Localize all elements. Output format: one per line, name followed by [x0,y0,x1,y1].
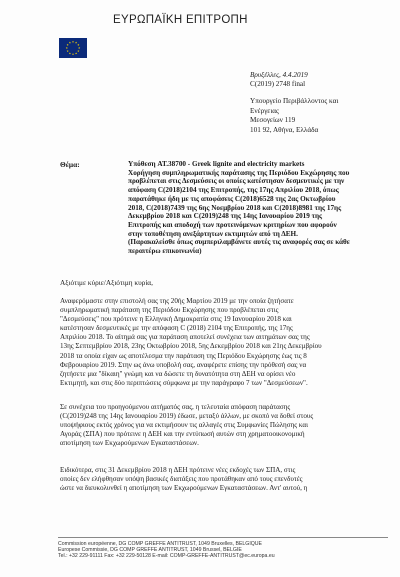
address-line: 101 92, Αθήνα, Ελλάδα [250,125,319,134]
commission-name: ΕΥΡΩΠΑΪΚΗ ΕΠΙΤΡΟΠΗ [113,14,248,26]
footer-line: Europese Commissie, DG COMP GREFFE ANTITRUST, 1049 Brussel, BELGIË [58,547,242,554]
subject-line: απόφαση C(2018)2104 της Επιτροπής, της 17ης Απριλίου 2018, όπως [128,186,339,195]
paragraph-line: οποίες δεν ελήφθησαν υπόψη βασικές διατάξεις που προτάθηκαν από τους επενδυτές [60,475,303,484]
eu-stars-icon [59,38,87,58]
subject-line: 2018, C(2018)7439 της 6ης Νοεμβρίου 2018 και C(2018)8981 της 17ης [128,203,342,212]
paragraph-line: Απριλίου 2018. Το αίτημά σας για παράταση αποτελεί συνέχεια των αιτημάτων σας της [60,333,310,342]
footer-line: Tel.: +32 229-91111 Fax: +32 229-50128 E-mail: COMP-GREFFE-ANTITRUST@ec.europa.eu [58,553,275,560]
subject-line: (Παρακαλείσθε όπως συμπεριλαμβάνετε αυτές τις αναφορές σας σε κάθε [128,238,350,247]
paragraph-line: Αγοράς (ΣΠΑ) που πρότεινε η ΔΕΗ και την εντύπωσή αυτών στη χρηματοοικονομική [60,430,305,439]
paragraph-line: κατέστησαν δεσμευτικές με την απόφαση C (2018) 2104 της Επιτροπής, της 17ης [60,324,293,333]
paragraph-line: Αναφερόμαστε στην επιστολή σας της 20ής Μαρτίου 2019 με την οποία ζητήσατε [60,297,294,305]
subject-line: Υπόθεση AT.38700 - Greek lignite and electricity markets [128,160,305,168]
paragraph-line: συμπληρωματική παράταση της Περιόδου Εκχώρησης που προβλέπεται στις [60,306,279,315]
paragraph-line: "Δεσμεύσεις" που πρότεινε η Ελληνική Δημοκρατία στις 19 Ιανουαρίου 2018 και [60,315,292,324]
paragraph-line: ώστε να διευκολυνθεί η αποτίμηση των Εκχωρούμενων Εγκαταστάσεων. Αντ' αυτού, η [60,484,308,493]
footer [58,541,388,560]
paragraph-line: Εκτιμητή, και στις δύο περιπτώσεις σύμφωνα με την παράγραφο 7 των "Δεσμεύσεων". [60,378,308,387]
footer-line: Commission européenne, DG COMP GREFFE ANTITRUST, 1049 Bruxelles, BELGIQUE [58,541,263,547]
subject-label: Θέμα: [60,160,80,169]
address-line: Υπουργείο Περιβάλλοντος και [250,97,339,105]
address-line: Ενέργειας [250,106,279,115]
paragraph-line: 2018 τα οποία είχαν ως αποτέλεσμα την παράταση της Περιόδου Εκχώρησης έως τις 8 [60,351,307,360]
place-date: Βρυξέλλες, 4.4.2019 [250,71,308,79]
paragraph-line: Ειδικότερα, στις 31 Δεκεμβρίου 2018 η ΔΕΗ πρότεινε νέες εκδοχές των ΣΠΑ, στις [60,466,296,474]
eu-flag-icon [59,38,87,58]
paragraph-line: υποψήφιους εκτός χρόνος για να εκτιμήσουν τις αλλαγές στις Συμφωνίες Πώλησης και [60,421,308,430]
document-reference: C(2019) 2748 final [250,79,306,88]
subject-line: Δεκεμβρίου 2018 και C(2019)248 της 14ης Ιανουαρίου 2019 της [128,212,323,221]
subject-block [128,160,386,256]
paragraph-line: Σε συνέχεια του προηγούμενου αιτήματός σας, η τελευταία απόφαση παράτασης [60,403,291,411]
subject-line: Επιτροπής και αποδοχή των προτεινόμενων κριτηρίων που αφορούν [128,220,337,229]
paragraph-3 [60,466,388,493]
paragraph-2 [60,403,388,448]
address-line: Μεσογείων 119 [250,116,296,124]
paragraph-line: (C(2019)248 της 14ης Ιανουαρίου 2019) έδωσε, μεταξύ άλλων, με σκοπό να δοθεί στους [60,412,314,421]
paragraph-line: Φεβρουαρίου 2019. Στην ως άνω υποβολή σας, αναφέρετε επίσης την πρόθεσή σας να [60,360,307,369]
paragraph-1 [60,297,388,388]
subject-line: στην τοποθέτηση ανεξάρτητων εκτιμητών από τη ΔΕΗ. [128,229,298,238]
subject-line: περαιτέρω επικοινωνία) [128,247,202,256]
subject-line: παρατάθηκε ήδη με τις αποφάσεις C(2018)6528 της 2ας Οκτωβρίου [128,194,336,203]
paragraph-line: ζητήσετε μια "δίκαιη" γνώμη και να δώσετε τη δυνατότητα στη ΔΕΗ να ορίσει νέο [60,369,296,378]
paragraph-line: αποτίμηση των Εκχωρούμενων Εγκαταστάσεων. [60,439,199,448]
date-reference [250,71,390,88]
salutation: Αξιότιμε κύριε/Αξιότιμη κυρία, [60,278,153,287]
recipient-address [250,97,390,135]
subject-line: προβλέπεται στις Δεσμεύσεις οι οποίες κατέστησαν δεσμευτικές με την [128,177,345,186]
paragraph-line: 13ης Σεπτεμβρίου 2018, 23ης Οκτωβρίου 2018, 5ης Δεκεμβρίου 2018 και 21ης Δεκεμβρίου [60,342,322,351]
subject-line: Χορήγηση συμπληρωματικής παράτασης της Περιόδου Εκχώρησης που [128,168,350,177]
footer-divider [58,537,388,538]
